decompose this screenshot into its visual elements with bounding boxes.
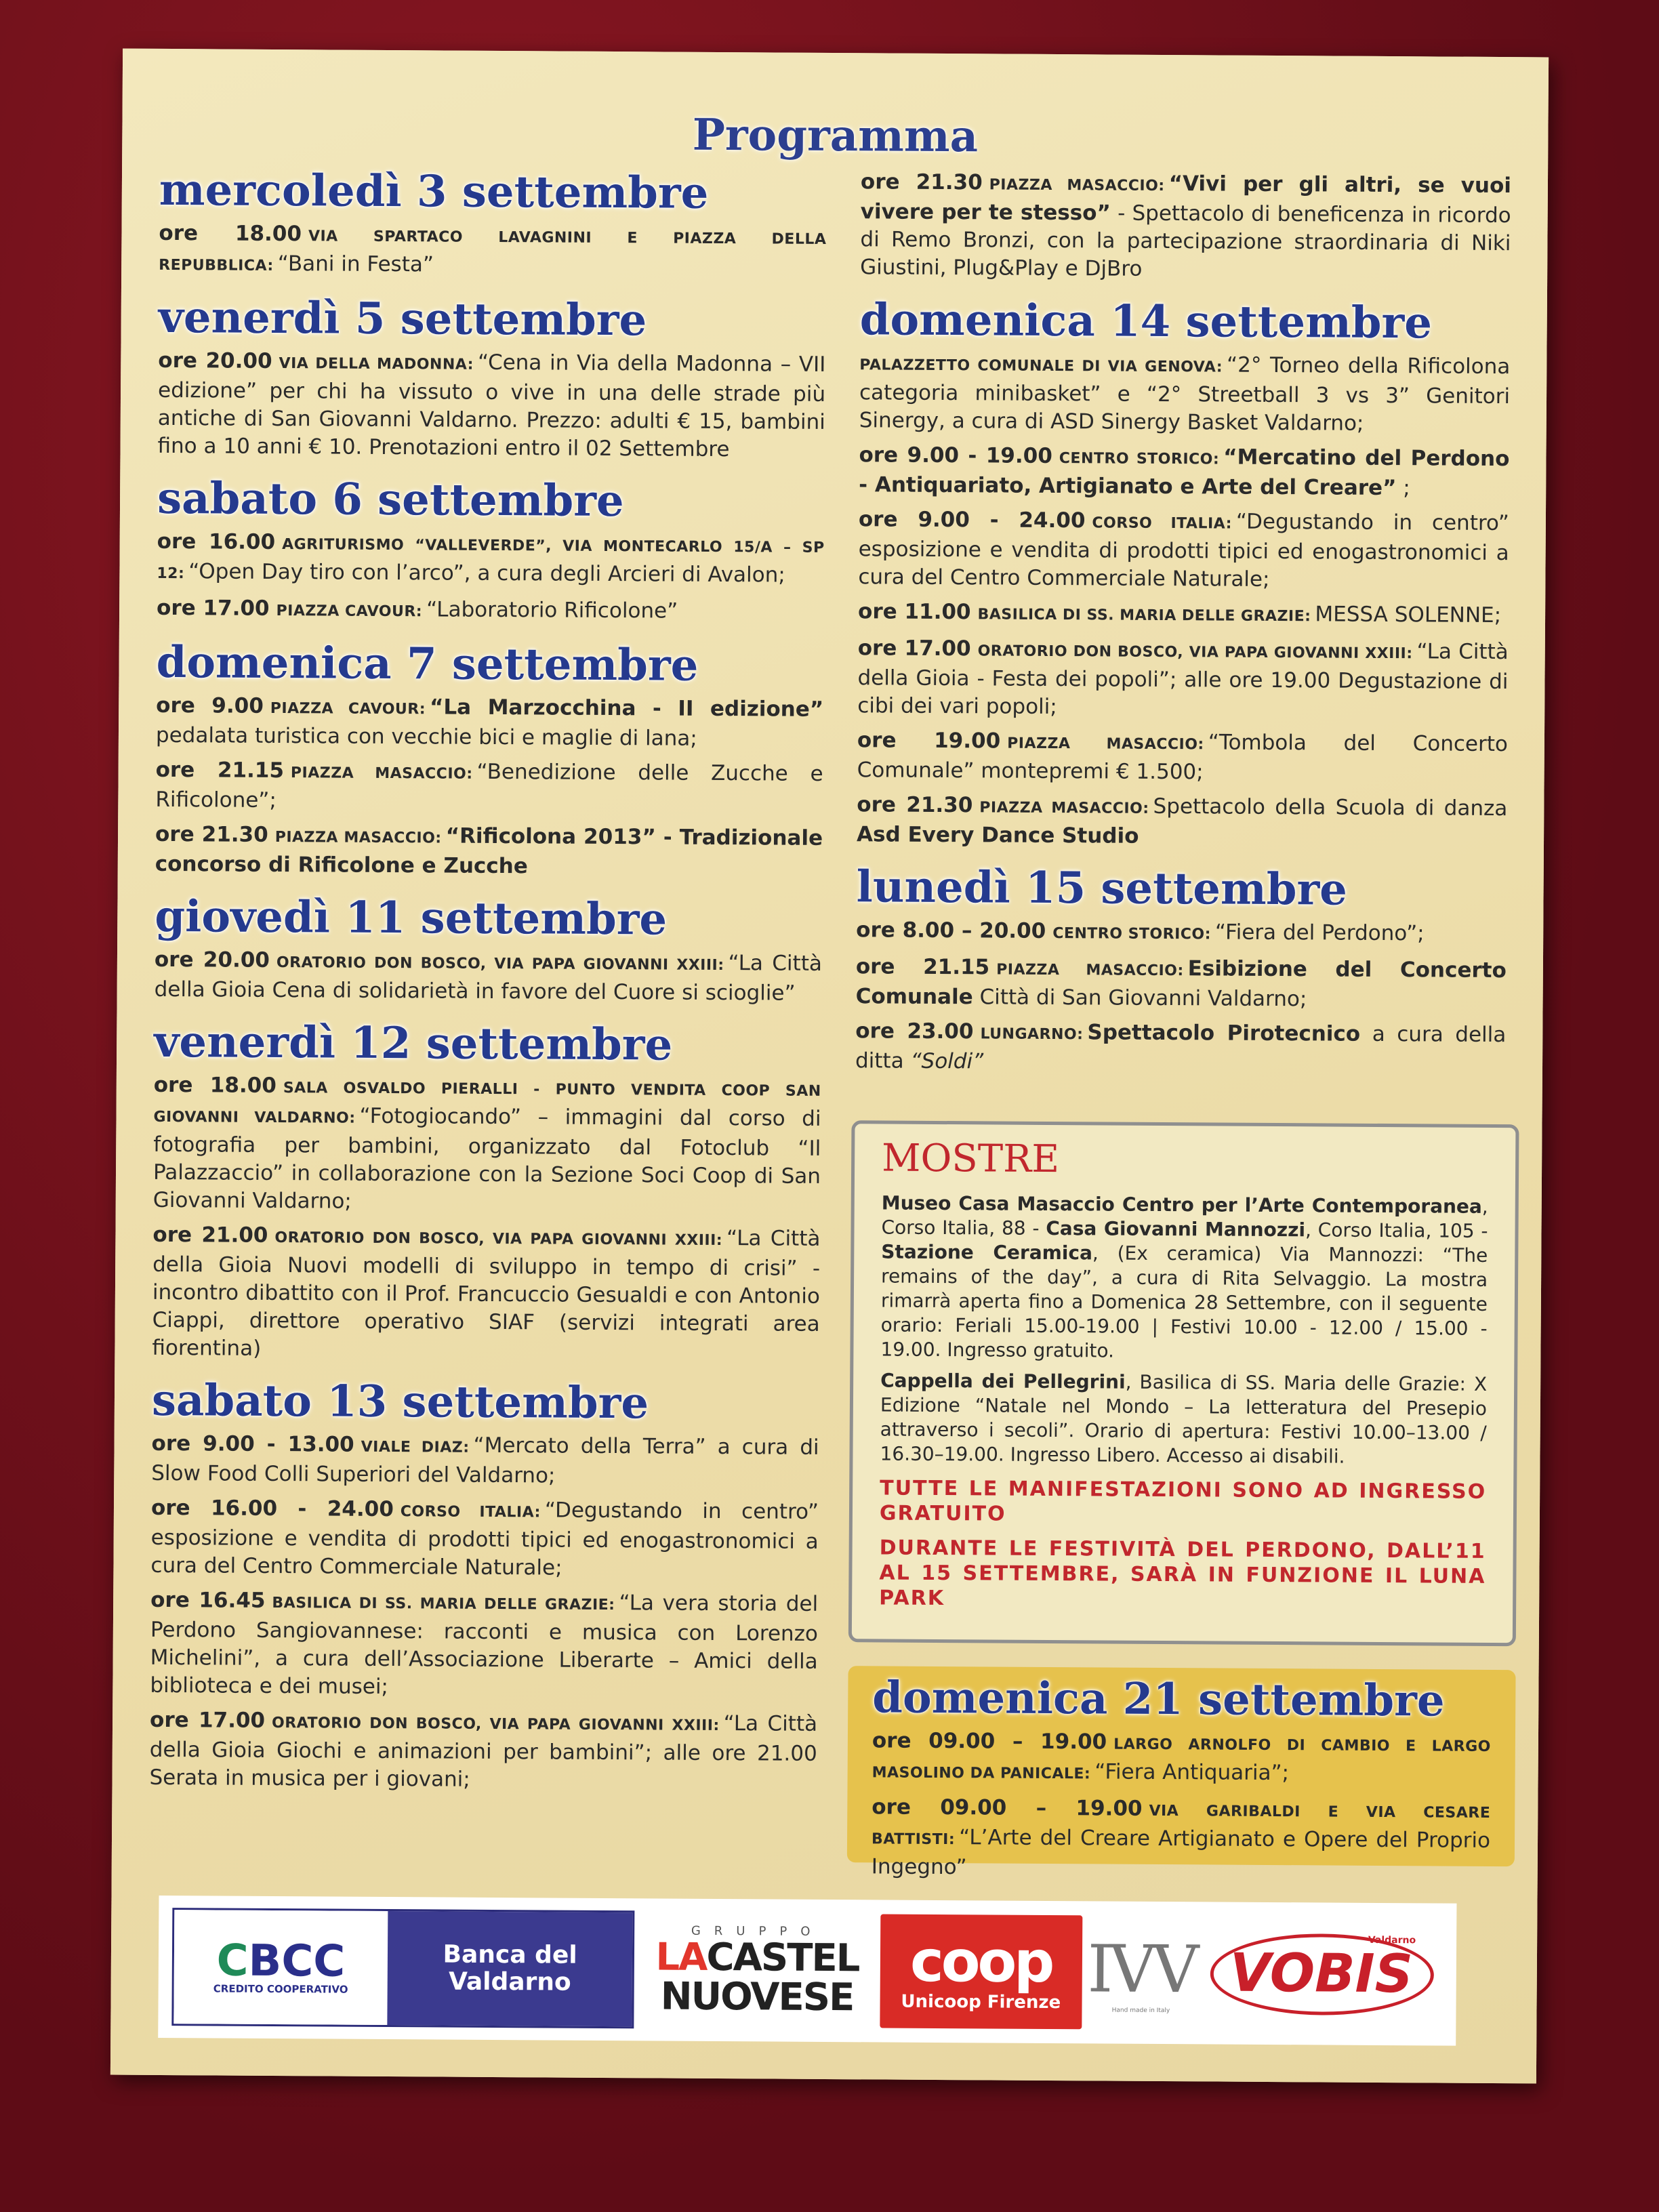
mostre-paragraph-1 — [880, 1191, 1488, 1365]
flyer-sheet — [110, 49, 1549, 2084]
vobis-logo — [1200, 1916, 1443, 2031]
event-place: BASILICA DI SS. MARIA DELLE GRAZIE: — [272, 1594, 615, 1614]
event-entry — [149, 1706, 817, 1796]
event-description: “Fiera Antiquaria”; — [1094, 1759, 1290, 1786]
event-place: AGRITURISMO “VALLEVERDE”, VIA MONTECARLO 15/A – SP 12: — [157, 536, 825, 583]
event-place: CENTRO STORICO: — [1052, 925, 1212, 943]
event-highlight: “La Marzocchina - II edizione” — [429, 695, 824, 722]
bcc-mark-text: BCC — [248, 1936, 346, 1987]
event-entry — [858, 598, 1509, 632]
event-entry — [150, 1494, 819, 1584]
event-description: “Bani in Festa” — [277, 251, 434, 277]
event-place: PIAZZA CAVOUR: — [270, 699, 426, 718]
event-time: ore 21.30 — [155, 821, 268, 847]
event-time: ore 17.00 — [857, 636, 971, 661]
event-place: PALAZZETTO COMUNALE DI VIA GENOVA: — [859, 356, 1223, 376]
day-heading: venerdì 5 settembre — [158, 291, 647, 346]
event-time: ore 9.00 - 24.00 — [858, 507, 1086, 533]
event-entry — [150, 1586, 818, 1704]
event-time: ore 11.00 — [857, 599, 971, 625]
mostre-paragraph-2 — [880, 1368, 1487, 1469]
event-description: “La Città della Gioia Nuovi modelli di sviluppo in tempo di crisi” - incontro dibattito con il Prof. Francuccio Gesualdi e con Antonio Ciappi, direttore operativo SIAF (servizi integrati area fiorentina) — [152, 1226, 821, 1361]
castel-line-2: NUOVESE — [660, 1974, 854, 2020]
event-entry — [157, 594, 824, 628]
event-entry — [857, 634, 1509, 724]
event-description: “Cena in Via della Madonna – VII edizione” per chi ha vissuto o vive in una delle strade più antiche di San Giovanni Valdarno. Prezzo: adulti € 15, bambini fino a 10 anni € 10. Prenotazioni entro il 02 Settembre — [157, 350, 826, 462]
event-entry — [860, 168, 1511, 285]
event-place: CENTRO STORICO: — [1059, 450, 1220, 468]
event-time: ore 21.30 — [860, 169, 983, 195]
event-place: BASILICA DI SS. MARIA DELLE GRAZIE: — [977, 606, 1311, 626]
event-place: ORATORIO DON BOSCO, VIA PAPA GIOVANNI XXIII: — [977, 642, 1413, 663]
event-description: “L’Arte del Creare Artigianato e Opere del Proprio Ingegno” — [871, 1825, 1491, 1880]
event-highlight: Asd Every Dance Studio — [856, 822, 1139, 848]
event-place: ORATORIO DON BOSCO, VIA PAPA GIOVANNI XXIII: — [271, 1714, 720, 1735]
event-entry — [155, 756, 823, 818]
event-place: PIAZZA MASACCIO: — [274, 828, 442, 847]
event-place: VIA GARIBALDI E VIA CESARE BATTISTI: — [871, 1802, 1491, 1849]
mostre-text: , Basilica di SS. Maria delle Grazie: X Edizione “Natale nel Mondo – La letteratura del Presepio attraverso i secoli”. Orario di apertura: Festivi 10.00–13.00 / 16.30–19.00. Ingresso Libero. Accesso ai disabili. — [880, 1370, 1488, 1468]
event-entry — [153, 1071, 821, 1218]
mostre-title: MOSTRE — [881, 1136, 1060, 1182]
event-entry — [859, 349, 1511, 438]
vobis-word: VOBIS — [1229, 1942, 1414, 2005]
event-time: ore 9.00 - 19.00 — [859, 443, 1052, 468]
event-entry — [157, 347, 825, 464]
event-place: PIAZZA MASACCIO: — [996, 961, 1184, 980]
event-time: ore 16.45 — [150, 1587, 266, 1613]
bcc-mark — [216, 1936, 346, 1987]
ivv-logo — [1087, 1915, 1195, 2030]
bcc-logo — [171, 1908, 634, 2028]
event-entry — [155, 821, 823, 882]
mostre-venue-3: Stazione Ceramica — [881, 1240, 1093, 1265]
event-place: LUNGARNO: — [980, 1025, 1084, 1044]
event-time: ore 16.00 — [157, 529, 276, 554]
event-description: “Degustando in centro” esposizione e vendita di prodotti tipici ed enogastronomici a cura del Centro Commerciale Naturale; — [858, 509, 1510, 592]
event-place: VIA SPARTACO LAVAGNINI E PIAZZA DELLA REPUBBLICA: — [159, 228, 827, 274]
coop-subtitle: Unicoop Firenze — [901, 1991, 1061, 2013]
event-description: ; — [1403, 476, 1410, 501]
la-castel-nuovese-logo — [649, 1912, 865, 2028]
event-entry — [856, 953, 1507, 1015]
event-time: ore 17.00 — [149, 1707, 266, 1733]
event-italic: “Soldi” — [910, 1048, 984, 1074]
day-heading: sabato 6 settembre — [157, 472, 624, 527]
event-entry — [855, 1017, 1507, 1079]
event-description: “Benedizione delle Zucche e Rificolone”; — [155, 759, 823, 813]
event-place: PIAZZA MASACCIO: — [1007, 735, 1204, 754]
coop-logo — [880, 1914, 1082, 2029]
event-time: ore 18.00 — [159, 220, 302, 247]
event-time: ore 21.15 — [155, 757, 285, 783]
day-heading: lunedì 15 settembre — [856, 861, 1348, 916]
event-description: “La vera storia del Perdono Sangiovannese: racconti e musica con Lorenzo Michelini”, a cura dell’Associazione Liberarte – Amici della biblioteca e dei musei; — [150, 1591, 819, 1700]
castel-line-1 — [655, 1934, 859, 1980]
event-entry — [857, 726, 1509, 788]
left-column — [149, 164, 827, 1803]
event-place: ORATORIO DON BOSCO, VIA PAPA GIOVANNI XXIII: — [274, 1229, 723, 1250]
event-description: - Spettacolo di beneficenza in ricordo di Remo Bronzi, con la partecipazione straordinaria di Niki Giustini, Plug&Play e DjBro — [860, 201, 1511, 281]
event-time: ore 16.00 - 24.00 — [150, 1495, 394, 1522]
mostre-venue-4: Cappella dei Pellegrini — [880, 1369, 1126, 1393]
coop-word: coop — [909, 1927, 1052, 1996]
event-time: ore 17.00 — [157, 595, 270, 621]
event-description: “La Città della Gioia Giochi e animazioni per bambini”; alle ore 21.00 Serata in musica per i giovani; — [149, 1711, 818, 1792]
event-description: Città di San Giovanni Valdarno; — [979, 985, 1307, 1012]
event-place: VIALE DIAZ: — [361, 1438, 470, 1456]
event-highlight: “Vivi per gli altri, se vuoi vivere per te stesso” — [860, 171, 1512, 226]
day-heading: venerdì 12 settembre — [153, 1016, 673, 1071]
event-place: PIAZZA MASACCIO: — [290, 764, 473, 783]
day-heading: sabato 13 settembre — [151, 1374, 649, 1429]
day-heading: domenica 21 settembre — [872, 1672, 1445, 1727]
event-time: ore 8.00 – 20.00 — [856, 918, 1046, 943]
ivv-subtitle: Hand made in Italy — [1111, 2007, 1170, 2015]
event-place: PIAZZA CAVOUR: — [276, 602, 423, 621]
event-place: CORSO ITALIA: — [400, 1503, 541, 1521]
event-place: SALA OSVALDO PIERALLI - PUNTO VENDITA COOP SAN GIOVANNI VALDARNO: — [153, 1080, 821, 1127]
event-place: LARGO ARNOLFO DI CAMBIO E LARGO MASOLINO DA PANICALE: — [872, 1736, 1491, 1783]
event-description: “Mercato della Terra” a cura di Slow Food Colli Superiori del Valdarno; — [151, 1433, 819, 1488]
event-entry — [872, 1727, 1492, 1790]
event-highlight: “Rificolona 2013” - Tradizionale concorso di Rificolone e Zucche — [155, 823, 823, 879]
event-entry — [159, 220, 827, 283]
vobis-subtitle: Valdarno — [1368, 1934, 1416, 1946]
event-highlight: Esibizione del Concerto Comunale — [855, 956, 1507, 1010]
mostre-text: , Corso Italia, 105 - — [1305, 1218, 1488, 1242]
event-description: pedalata turistica con vecchie bici e maglie di lana; — [155, 722, 697, 751]
event-time: ore 20.00 — [154, 947, 270, 972]
mostre-text: , Corso Italia, 88 - — [881, 1195, 1488, 1240]
event-time: ore 21.15 — [855, 954, 990, 980]
event-highlight: Spettacolo Pirotecnico — [1087, 1020, 1361, 1046]
event-place: CORSO ITALIA: — [1092, 514, 1233, 533]
event-time: ore 18.00 — [153, 1072, 276, 1099]
luna-park-notice: DURANTE LE FESTIVITÀ DEL PERDONO, DALL’11 AL 15 SETTEMBRE, SARÀ IN FUNZIONE IL LUNA PARK — [879, 1536, 1486, 1611]
event-time: ore 09.00 – 19.00 — [872, 1728, 1107, 1755]
event-entry — [856, 916, 1507, 950]
event-description: “Degustando in centro” esposizione e vendita di prodotti tipici ed enogastronomici a cura del Centro Commerciale Naturale; — [150, 1498, 819, 1580]
event-time: ore 19.00 — [857, 728, 1001, 754]
event-description: “Open Day tiro con l’arco”, a cura degli Arcieri di Avalon; — [188, 559, 785, 588]
mostre-text: , (Ex ceramica) Via Mannozzi: “The remains of the day”, a cura di Rita Selvaggio. La mostra rimarrà aperta fino a Domenica 28 Settembre, con il seguente orario: Feriali 15.00-19.00 | Festivi 10.00 - 12.00 / 15.00 - 19.00. Ingresso gratuito. — [880, 1242, 1488, 1362]
event-place: VIA DELLA MADONNA: — [279, 355, 474, 373]
event-time: ore 9.00 - 13.00 — [151, 1431, 354, 1457]
bcc-bank-name: Banca del Valdarno — [387, 1911, 632, 2026]
castel-gruppo: GRUPPO — [691, 1923, 824, 1939]
event-highlight: “Mercatino del Perdono - Antiquariato, Artigianato e Arte del Creare” — [859, 445, 1510, 501]
event-description: “Fotogiocando” – immagini dal corso di fotografia per bambini, organizzato dal Fotoclub “Il Palazzaccio” in collaborazione con la Sezione Soci Coop di San Giovanni Valdarno; — [152, 1103, 821, 1214]
event-entry — [152, 1221, 820, 1366]
day-heading: mercoledì 3 settembre — [159, 164, 709, 219]
event-entry — [156, 692, 824, 754]
castel-la: LA — [655, 1934, 707, 1980]
event-time: ore 20.00 — [158, 348, 272, 373]
event-description: “Tombola del Concerto Comunale” montepremi € 1.500; — [857, 730, 1509, 785]
day-heading: domenica 14 settembre — [859, 294, 1433, 349]
free-entry-notice: TUTTE LE MANIFESTAZIONI SONO AD INGRESSO GRATUITO — [879, 1476, 1487, 1526]
sunday-21-box — [847, 1666, 1516, 1880]
event-entry — [858, 506, 1509, 595]
castel-word: CASTEL — [706, 1935, 859, 1980]
event-description: “2° Torneo della Rificolona categoria minibasket” e “2° Streetball 3 vs 3” Genitori Sinergy, a cura di ASD Sinergy Basket Valdarno; — [859, 352, 1511, 436]
event-entry — [872, 1793, 1491, 1885]
event-description: “La Città della Gioia Cena di solidarietà in favore del Cuore si scioglie” — [154, 951, 823, 1006]
event-entry — [151, 1430, 819, 1492]
event-entry — [859, 441, 1510, 503]
event-time: ore 09.00 – 19.00 — [872, 1795, 1143, 1821]
event-description: a cura della ditta — [855, 1021, 1507, 1073]
event-entry — [155, 946, 823, 1008]
mostre-venue-2: Casa Giovanni Mannozzi — [1046, 1216, 1306, 1242]
bcc-subtitle: CREDITO COOPERATIVO — [213, 1982, 348, 1996]
mostre-box — [848, 1120, 1519, 1646]
event-description: Spettacolo della Scuola di danza — [1153, 794, 1508, 821]
event-description: “Laboratorio Rificolone” — [426, 597, 678, 623]
event-time: ore 23.00 — [855, 1019, 974, 1044]
event-entry — [157, 528, 825, 592]
event-place: PIAZZA MASACCIO: — [989, 176, 1165, 194]
event-description: MESSA SOLENNE; — [1315, 602, 1502, 628]
day-heading: giovedì 11 settembre — [155, 890, 668, 945]
ivv-word: IVV — [1087, 1931, 1195, 2008]
sponsor-bar — [158, 1896, 1456, 2046]
event-description: “Fiera del Perdono”; — [1214, 920, 1425, 946]
event-time: ore 21.00 — [152, 1222, 268, 1248]
right-column — [855, 168, 1511, 1086]
event-description: “La Città della Gioia - Festa dei popoli”; alle ore 19.00 Degustazione di cibi dei vari popoli; — [857, 639, 1509, 720]
event-time: ore 21.30 — [857, 792, 973, 818]
day-heading: domenica 7 settembre — [156, 636, 699, 691]
page-title: Programma — [692, 109, 979, 163]
mostre-venue-1: Museo Casa Masaccio Centro per l’Arte Contemporanea — [881, 1191, 1482, 1218]
event-time: ore 9.00 — [156, 693, 264, 718]
event-entry — [857, 791, 1508, 853]
event-place: PIAZZA MASACCIO: — [979, 799, 1149, 817]
bcc-mark-area — [173, 1910, 388, 2025]
bcc-mark-c: C — [216, 1936, 249, 1986]
event-place: ORATORIO DON BOSCO, VIA PAPA GIOVANNI XXIII: — [276, 954, 724, 975]
